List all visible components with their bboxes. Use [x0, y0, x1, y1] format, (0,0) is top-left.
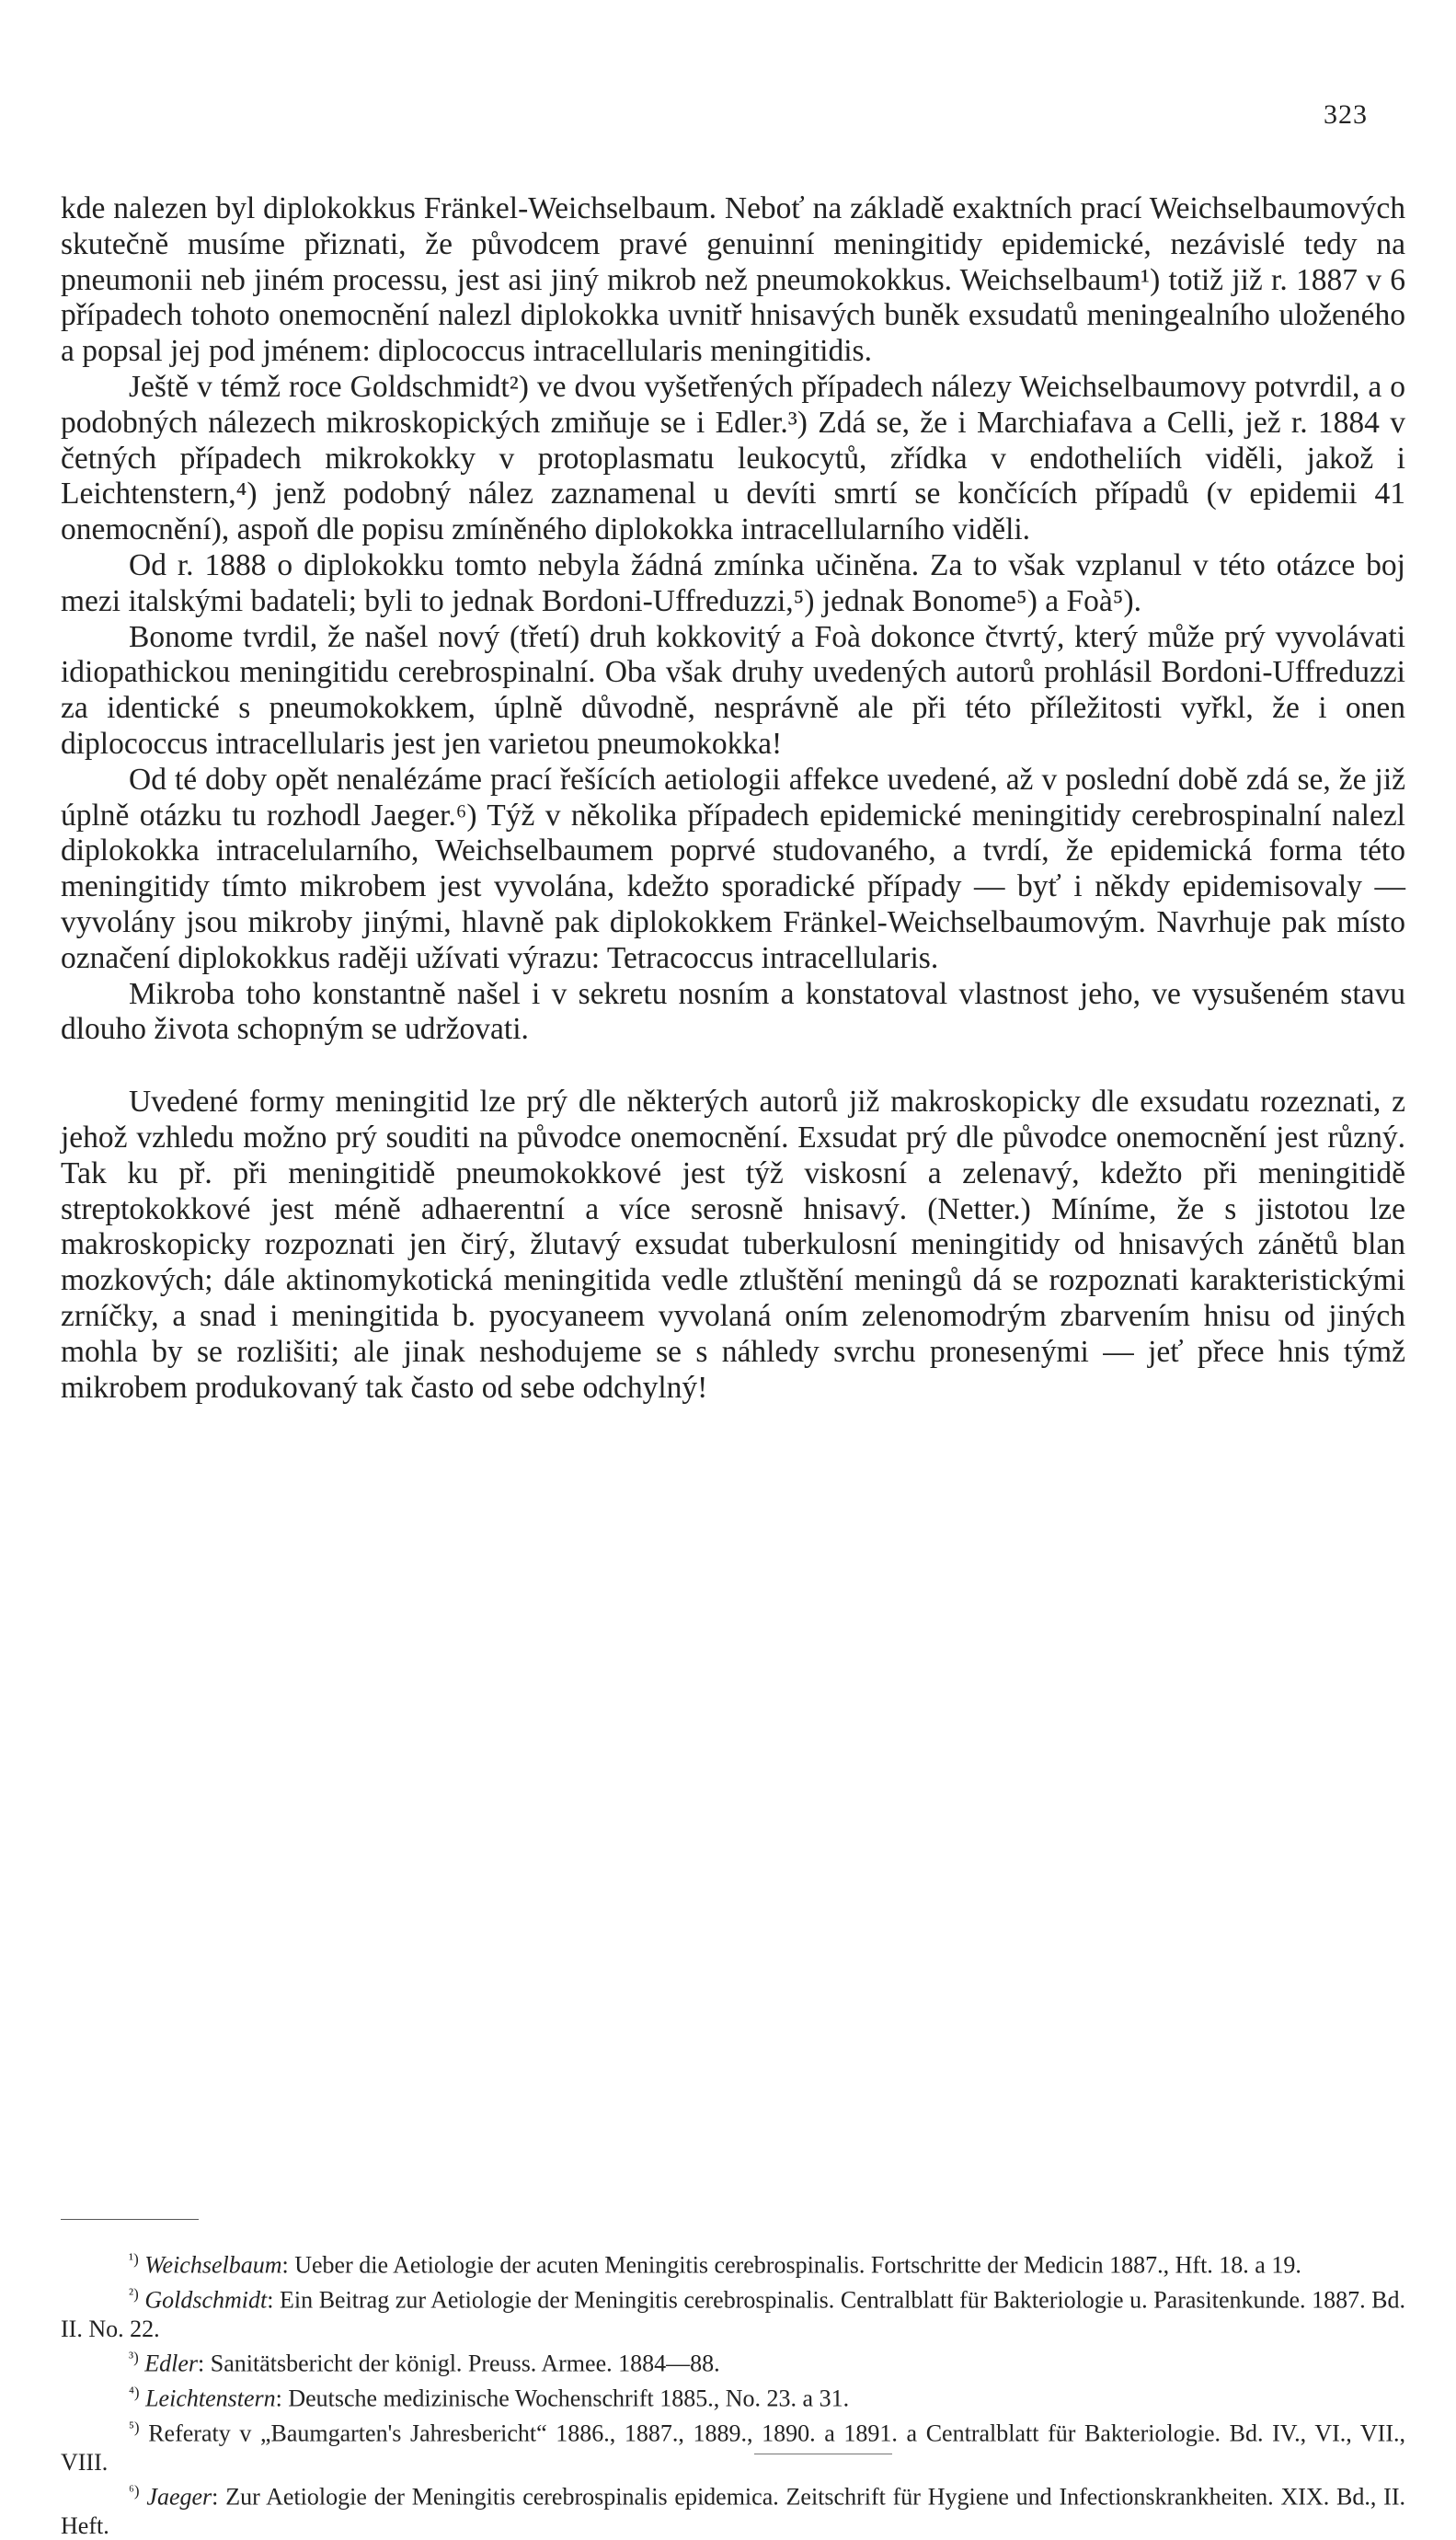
footnote-text: : Ueber die Aetiologie der acuten Meningitis cerebrospinalis. Fortschritte der Medicin 1887., Hft. 18. a 19.: [281, 2251, 1301, 2279]
page-number: 323: [1324, 99, 1368, 130]
paragraph: Bonome tvrdil, že našel nový (třetí) druh kokkovitý a Foà dokonce čtvrtý, který může prý vyvolávati idiopathickou meningitidu cerebrospinalní. Oba však druhy uvedených autorů prohlásil Bordoni-Uffreduzzi za identické s pneumokokkem, úplně důvodně, nesprávně ale při této příležitosti vyřkl, že i onen diplococcus intracellularis jest jen varietou pneumokokka!: [61, 619, 1405, 761]
footnote: [61, 2378, 1405, 2413]
paragraph: Od r. 1888 o diplokokku tomto nebyla žádná zmínka učiněna. Za to však vzplanul v této otázce boj mezi italskými badateli; byli to jednak Bordoni-Uffreduzzi,⁵) jednak Bonome⁵) a Foà⁵).: [61, 547, 1405, 618]
footnote-mark: ³): [129, 2348, 139, 2366]
footnotes: [61, 2245, 1405, 2540]
footnote-author: Leichtenstern: [145, 2385, 276, 2412]
paragraph: Mikroba toho konstantně našel i v sekretu nosním a konstatoval vlastnost jeho, ve vysušeném stavu dlouho života schopným se udržovati.: [61, 976, 1405, 1047]
footnote: [61, 2245, 1405, 2280]
paragraph: kde nalezen byl diplokokkus Fränkel-Weichselbaum. Neboť na základě exaktních prací Weichselbaumových skutečně musíme přiznati, že původcem pravé genuinní meningitidy epidemické, nezávislé tedy na pneumonii neb jiném processu, jest asi jiný mikrob než pneumokokkus. Weichselbaum¹) totiž již r. 1887 v 6 případech tohoto onemocnění nalezl diplokokka uvnitř hnisavých buněk exsudatů meningealního uloženého a popsal jej pod jménem: diplococcus intracellularis meningitidis.: [61, 191, 1405, 369]
footnote: [61, 2280, 1405, 2343]
main-text: [61, 191, 1405, 1406]
footnote-text: Referaty v „Baumgarten's Jahresbericht“ 1886., 1887., 1889., 1890. a 1891. a Centralblatt für Bakteriologie. Bd. IV., VI., VII., VIII.: [61, 2419, 1406, 2476]
footnote-text: : Zur Aetiologie der Meningitis cerebrospinalis epidemica. Zeitschrift für Hygiene und Infectionskrankheiten. XIX. Bd., II. Heft.: [61, 2483, 1405, 2539]
footnote-mark: ⁶): [129, 2481, 140, 2500]
footnote-mark: ²): [129, 2284, 139, 2303]
footnote: [61, 2413, 1405, 2477]
paragraph: Od té doby opět nenalézáme prací řešících aetiologii affekce uvedené, až v poslední době zdá se, že již úplně otázku tu rozhodl Jaeger.⁶) Týž v několika případech epidemické meningitidy cerebrospinalní nalezl diplokokka intracelularního, Weichselbaumem poprvé studovaného, a tvrdí, že epidemická forma této meningitidy tímto mikrobem jest vyvolána, kdežto sporadické případy — byť i někdy epidemisovaly — vyvolány jsou mikroby jinými, hlavně pak diplokokkem Fränkel-Weichselbaumovým. Navrhuje pak místo označení diplokokkus raději užívati výrazu: Tetracoccus intracellularis.: [61, 762, 1405, 975]
footnote-text: : Ein Beitrag zur Aetiologie der Meningitis cerebrospinalis. Centralblatt für Bakteriologie u. Parasitenkunde. 1887. Bd. II. No. 22.: [61, 2286, 1406, 2342]
footnote: [61, 2477, 1405, 2540]
footnote-author: Weichselbaum: [144, 2251, 282, 2279]
footnote-mark: ⁴): [129, 2383, 140, 2401]
footnote-author: Edler: [144, 2350, 199, 2377]
footnote-text: : Sanitätsbericht der königl. Preuss. Armee. 1884—88.: [198, 2350, 720, 2377]
footnote-author: Jaeger: [146, 2483, 212, 2511]
paragraph: Uvedené formy meningitid lze prý dle některých autorů již makroskopicky dle exsudatu rozeznati, z jehož vzhledu možno prý souditi na původce onemocnění. Exsudat prý dle původce onemocnění jest různý. Tak ku př. při meningitidě pneumokokkové jest týž viskosní a zelenavý, kdežto při meningitidě streptokokkové jest méně adhaerentní a více serosně hnisavý. (Netter.) Míníme, že s jistotou lze makroskopicky rozpoznati jen čirý, žlutavý exsudat tuberkulosní meningitidy od hnisavých zánětů blan mozkových; dále aktinomykotická meningitida vedle ztluštění meningů dá se rozpoznati karakteristickými zrníčky, a snad i meningitida b. pyocyaneem vyvolaná oním zelenomodrým zbarvením hnisu od jiných mohla by se rozlišiti; ale jinak neshodujeme se s náhledy svrchu pronesenými — jeť přece hnis týmž mikrobem produkovaný tak často od sebe odchylný!: [61, 1085, 1405, 1405]
footnote-separator: [61, 2219, 199, 2220]
footnote-text: : Deutsche medizinische Wochenschrift 1885., No. 23. a 31.: [275, 2385, 850, 2412]
footnote-mark: ¹): [129, 2250, 139, 2268]
paragraph: Ještě v témž roce Goldschmidt²) ve dvou vyšetřených případech nálezy Weichselbaumovy potvrdil, a o podobných nálezech mikroskopických zmiňuje se i Edler.³) Zdá se, že i Marchiafava a Celli, jež r. 1884 v četných případech mikrokokky v protoplasmatu leukocytů, zřídka v endotheliích viděli, jakož i Leichtenstern,⁴) jenž podobný nález zaznamenal u devíti smrtí se končících případů (v epidemii 41 onemocnění), aspoň dle popisu zmíněného diplokokka intracellularního viděli.: [61, 369, 1405, 547]
footnote-mark: ⁵): [129, 2418, 140, 2436]
footnote: [61, 2343, 1405, 2378]
footnote-author: Goldschmidt: [144, 2286, 268, 2314]
